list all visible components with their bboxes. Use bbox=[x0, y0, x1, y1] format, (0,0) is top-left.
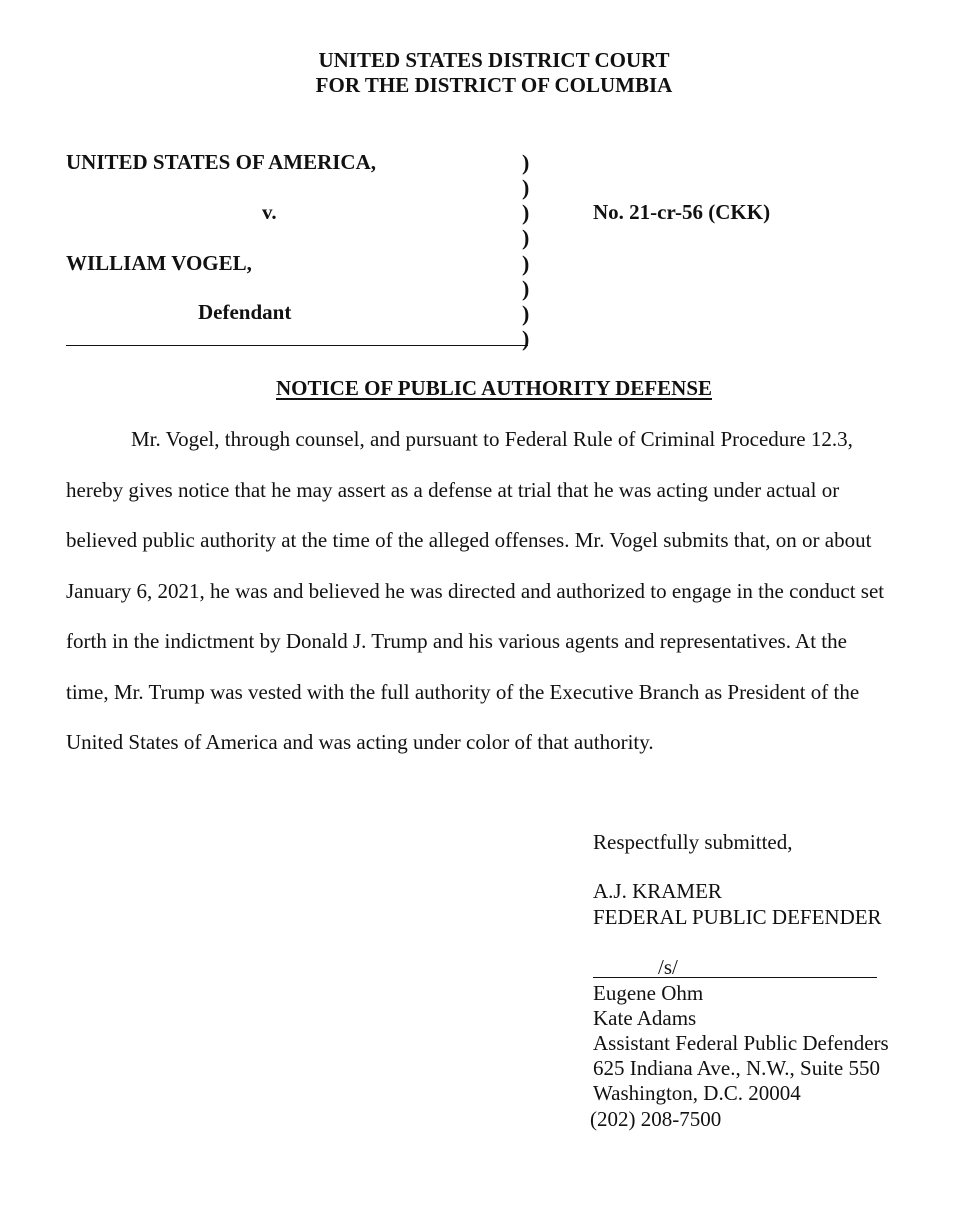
caption-paren: ) bbox=[522, 175, 530, 200]
plaintiff-name: UNITED STATES OF AMERICA, bbox=[66, 150, 376, 174]
address-line: Washington, D.C. 20004 bbox=[593, 1081, 801, 1105]
caption-paren: ) bbox=[522, 200, 530, 225]
phone-number: (202) 208-7500 bbox=[590, 1107, 722, 1131]
versus-label: v. bbox=[262, 200, 277, 224]
caption-paren: ) bbox=[522, 326, 530, 351]
caption-paren: ) bbox=[522, 251, 530, 276]
address-line: 625 Indiana Ave., N.W., Suite 550 bbox=[593, 1056, 880, 1080]
closing: Respectfully submitted, bbox=[593, 830, 793, 854]
signer-office: FEDERAL PUBLIC DEFENDER bbox=[593, 905, 882, 929]
body-line: hereby gives notice that he may assert as a defense at trial that he was acting under actual or bbox=[66, 478, 840, 502]
caption-paren: ) bbox=[522, 301, 530, 326]
body-line: time, Mr. Trump was vested with the full authority of the Executive Branch as President of the bbox=[66, 680, 860, 704]
signature-mark: /s/ bbox=[658, 955, 678, 979]
caption-paren: ) bbox=[522, 150, 530, 175]
court-district: FOR THE DISTRICT OF COLUMBIA bbox=[315, 73, 673, 97]
attorney-title: Assistant Federal Public Defenders bbox=[593, 1031, 889, 1055]
signature-line bbox=[593, 977, 877, 978]
body-line: forth in the indictment by Donald J. Trump and his various agents and representatives. At the bbox=[66, 629, 847, 653]
body-line: believed public authority at the time of the alleged offenses. Mr. Vogel submits that, on or about bbox=[66, 528, 872, 552]
body-line: United States of America and was acting under color of that authority. bbox=[66, 730, 654, 754]
caption-paren: ) bbox=[522, 225, 530, 250]
defendant-label: Defendant bbox=[198, 300, 292, 324]
body-line: January 6, 2021, he was and believed he was directed and authorized to engage in the conduct set bbox=[66, 579, 885, 603]
notice-title-text: NOTICE OF PUBLIC AUTHORITY DEFENSE bbox=[275, 376, 713, 400]
defendant-name: WILLIAM VOGEL, bbox=[66, 251, 252, 275]
signer-name: A.J. KRAMER bbox=[593, 879, 722, 903]
court-name: UNITED STATES DISTRICT COURT bbox=[318, 48, 670, 72]
case-number: No. 21-cr-56 (CKK) bbox=[593, 200, 771, 224]
attorney-name: Kate Adams bbox=[593, 1006, 697, 1030]
notice-title bbox=[0, 376, 980, 401]
attorney-name: Eugene Ohm bbox=[593, 981, 704, 1005]
caption-paren: ) bbox=[522, 276, 530, 301]
body-line: Mr. Vogel, through counsel, and pursuant to Federal Rule of Criminal Procedure 12.3, bbox=[131, 427, 853, 451]
caption-rule bbox=[66, 345, 528, 346]
